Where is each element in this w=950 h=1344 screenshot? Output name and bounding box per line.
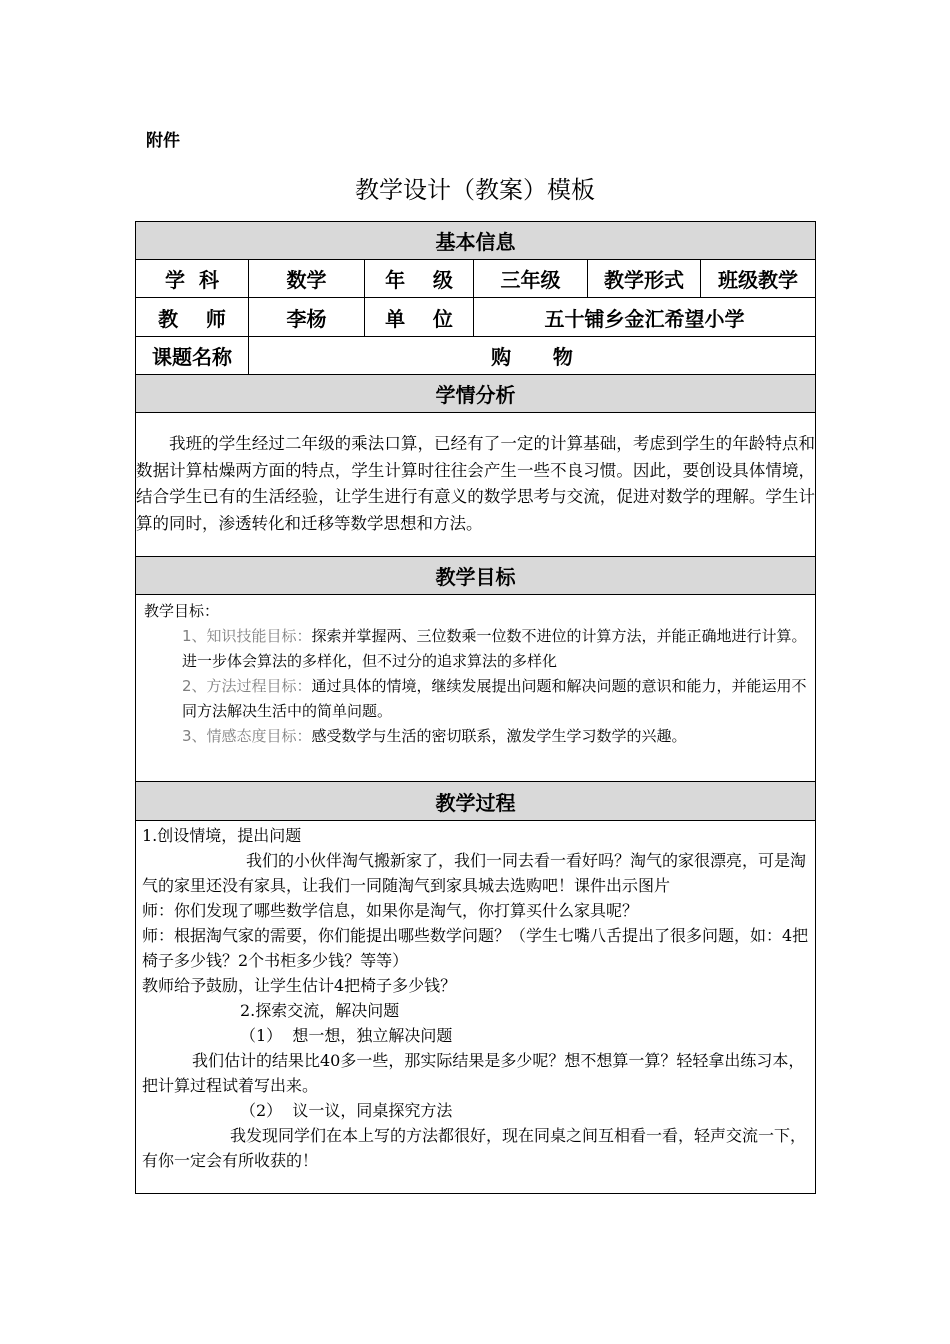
process-line-7: （1） 想一想，独立解决问题 xyxy=(240,1026,453,1045)
topic-value: 购 物 xyxy=(249,337,816,375)
goal-3 xyxy=(144,724,807,749)
goal-3-text: 感受数学与生活的密切联系，激发学生学习数学的兴趣。 xyxy=(311,727,687,745)
basic-info-heading: 基本信息 xyxy=(136,222,816,260)
subject-label: 学 科 xyxy=(136,260,249,298)
process-line-10: 我发现同学们在本上写的方法都很好，现在同桌之间互相看一看，轻声交流一下，有你一定会有所收获的！ xyxy=(142,1126,807,1170)
unit-label: 单 位 xyxy=(365,298,474,337)
goal-2 xyxy=(144,674,807,724)
teacher-value: 李杨 xyxy=(249,298,365,337)
unit-value: 五十铺乡金汇希望小学 xyxy=(474,298,816,337)
goal-1 xyxy=(144,624,807,674)
teaching-form-value: 班级教学 xyxy=(701,260,816,298)
process-heading: 教学过程 xyxy=(136,782,816,821)
process-line-6: 2.探索交流，解决问题 xyxy=(240,1001,400,1020)
analysis-text: 我班的学生经过二年级的乘法口算，已经有了一定的计算基础，考虑到学生的年龄特点和数据计算枯燥两方面的特点，学生计算时往往会产生一些不良习惯。因此，要创设具体情境，结合学生已有的生活经验，让学生进行有意义的数学思考与交流，促进对数学的理解。学生计算的同时，渗透转化和迁移等数学思想和方法。 xyxy=(136,413,816,557)
subject-value: 数学 xyxy=(249,260,365,298)
process-line-8: 我们估计的结果比40多一些，那实际结果是多少呢？想不想算一算？轻轻拿出练习本，把计算过程试着写出来。 xyxy=(142,1051,805,1095)
process-line-1: 1.创设情境，提出问题 xyxy=(142,826,302,845)
goal-1-label: 1、知识技能目标： xyxy=(182,627,312,645)
process-line-9: （2） 议一议，同桌探究方法 xyxy=(240,1101,453,1120)
goals-content xyxy=(136,595,816,782)
teaching-form-label: 教学形式 xyxy=(588,260,701,298)
process-content xyxy=(136,821,816,1194)
attachment-label: 附件 xyxy=(146,131,180,151)
goal-1-text: 探索并掌握两、三位数乘一位数不进位的计算方法，并能正确地进行计算。进一步体会算法的多样化，但不过分的追求算法的多样化 xyxy=(182,627,807,670)
process-line-5: 教师给予鼓励，让学生估计4把椅子多少钱？ xyxy=(142,976,457,995)
topic-label: 课题名称 xyxy=(136,337,249,375)
process-line-4: 师：根据淘气家的需要，你们能提出哪些数学问题？（学生七嘴八舌提出了很多问题，如：4把椅子多少钱？2个书柜多少钱？等等） xyxy=(142,926,809,970)
goal-2-text: 通过具体的情境，继续发展提出问题和解决问题的意识和能力，并能运用不同方法解决生活中的简单问题。 xyxy=(182,677,807,720)
lesson-plan-table xyxy=(135,221,816,1194)
goal-2-label: 2、方法过程目标： xyxy=(182,677,312,695)
goal-3-label: 3、情感态度目标： xyxy=(182,727,312,745)
teacher-label: 教 师 xyxy=(136,298,249,337)
document-title: 教学设计（教案）模板 xyxy=(355,176,595,204)
process-line-2: 我们的小伙伴淘气搬新家了，我们一同去看一看好吗？淘气的家很漂亮，可是淘气的家里还没有家具，让我们一同随淘气到家具城去选购吧！课件出示图片 xyxy=(142,851,807,895)
grade-value: 三年级 xyxy=(474,260,588,298)
goals-heading: 教学目标 xyxy=(136,557,816,595)
goals-intro: 教学目标： xyxy=(144,602,220,620)
grade-label: 年 级 xyxy=(365,260,474,298)
process-line-3: 师：你们发现了哪些数学信息，如果你是淘气，你打算买什么家具呢？ xyxy=(142,901,639,920)
analysis-heading: 学情分析 xyxy=(136,375,816,413)
